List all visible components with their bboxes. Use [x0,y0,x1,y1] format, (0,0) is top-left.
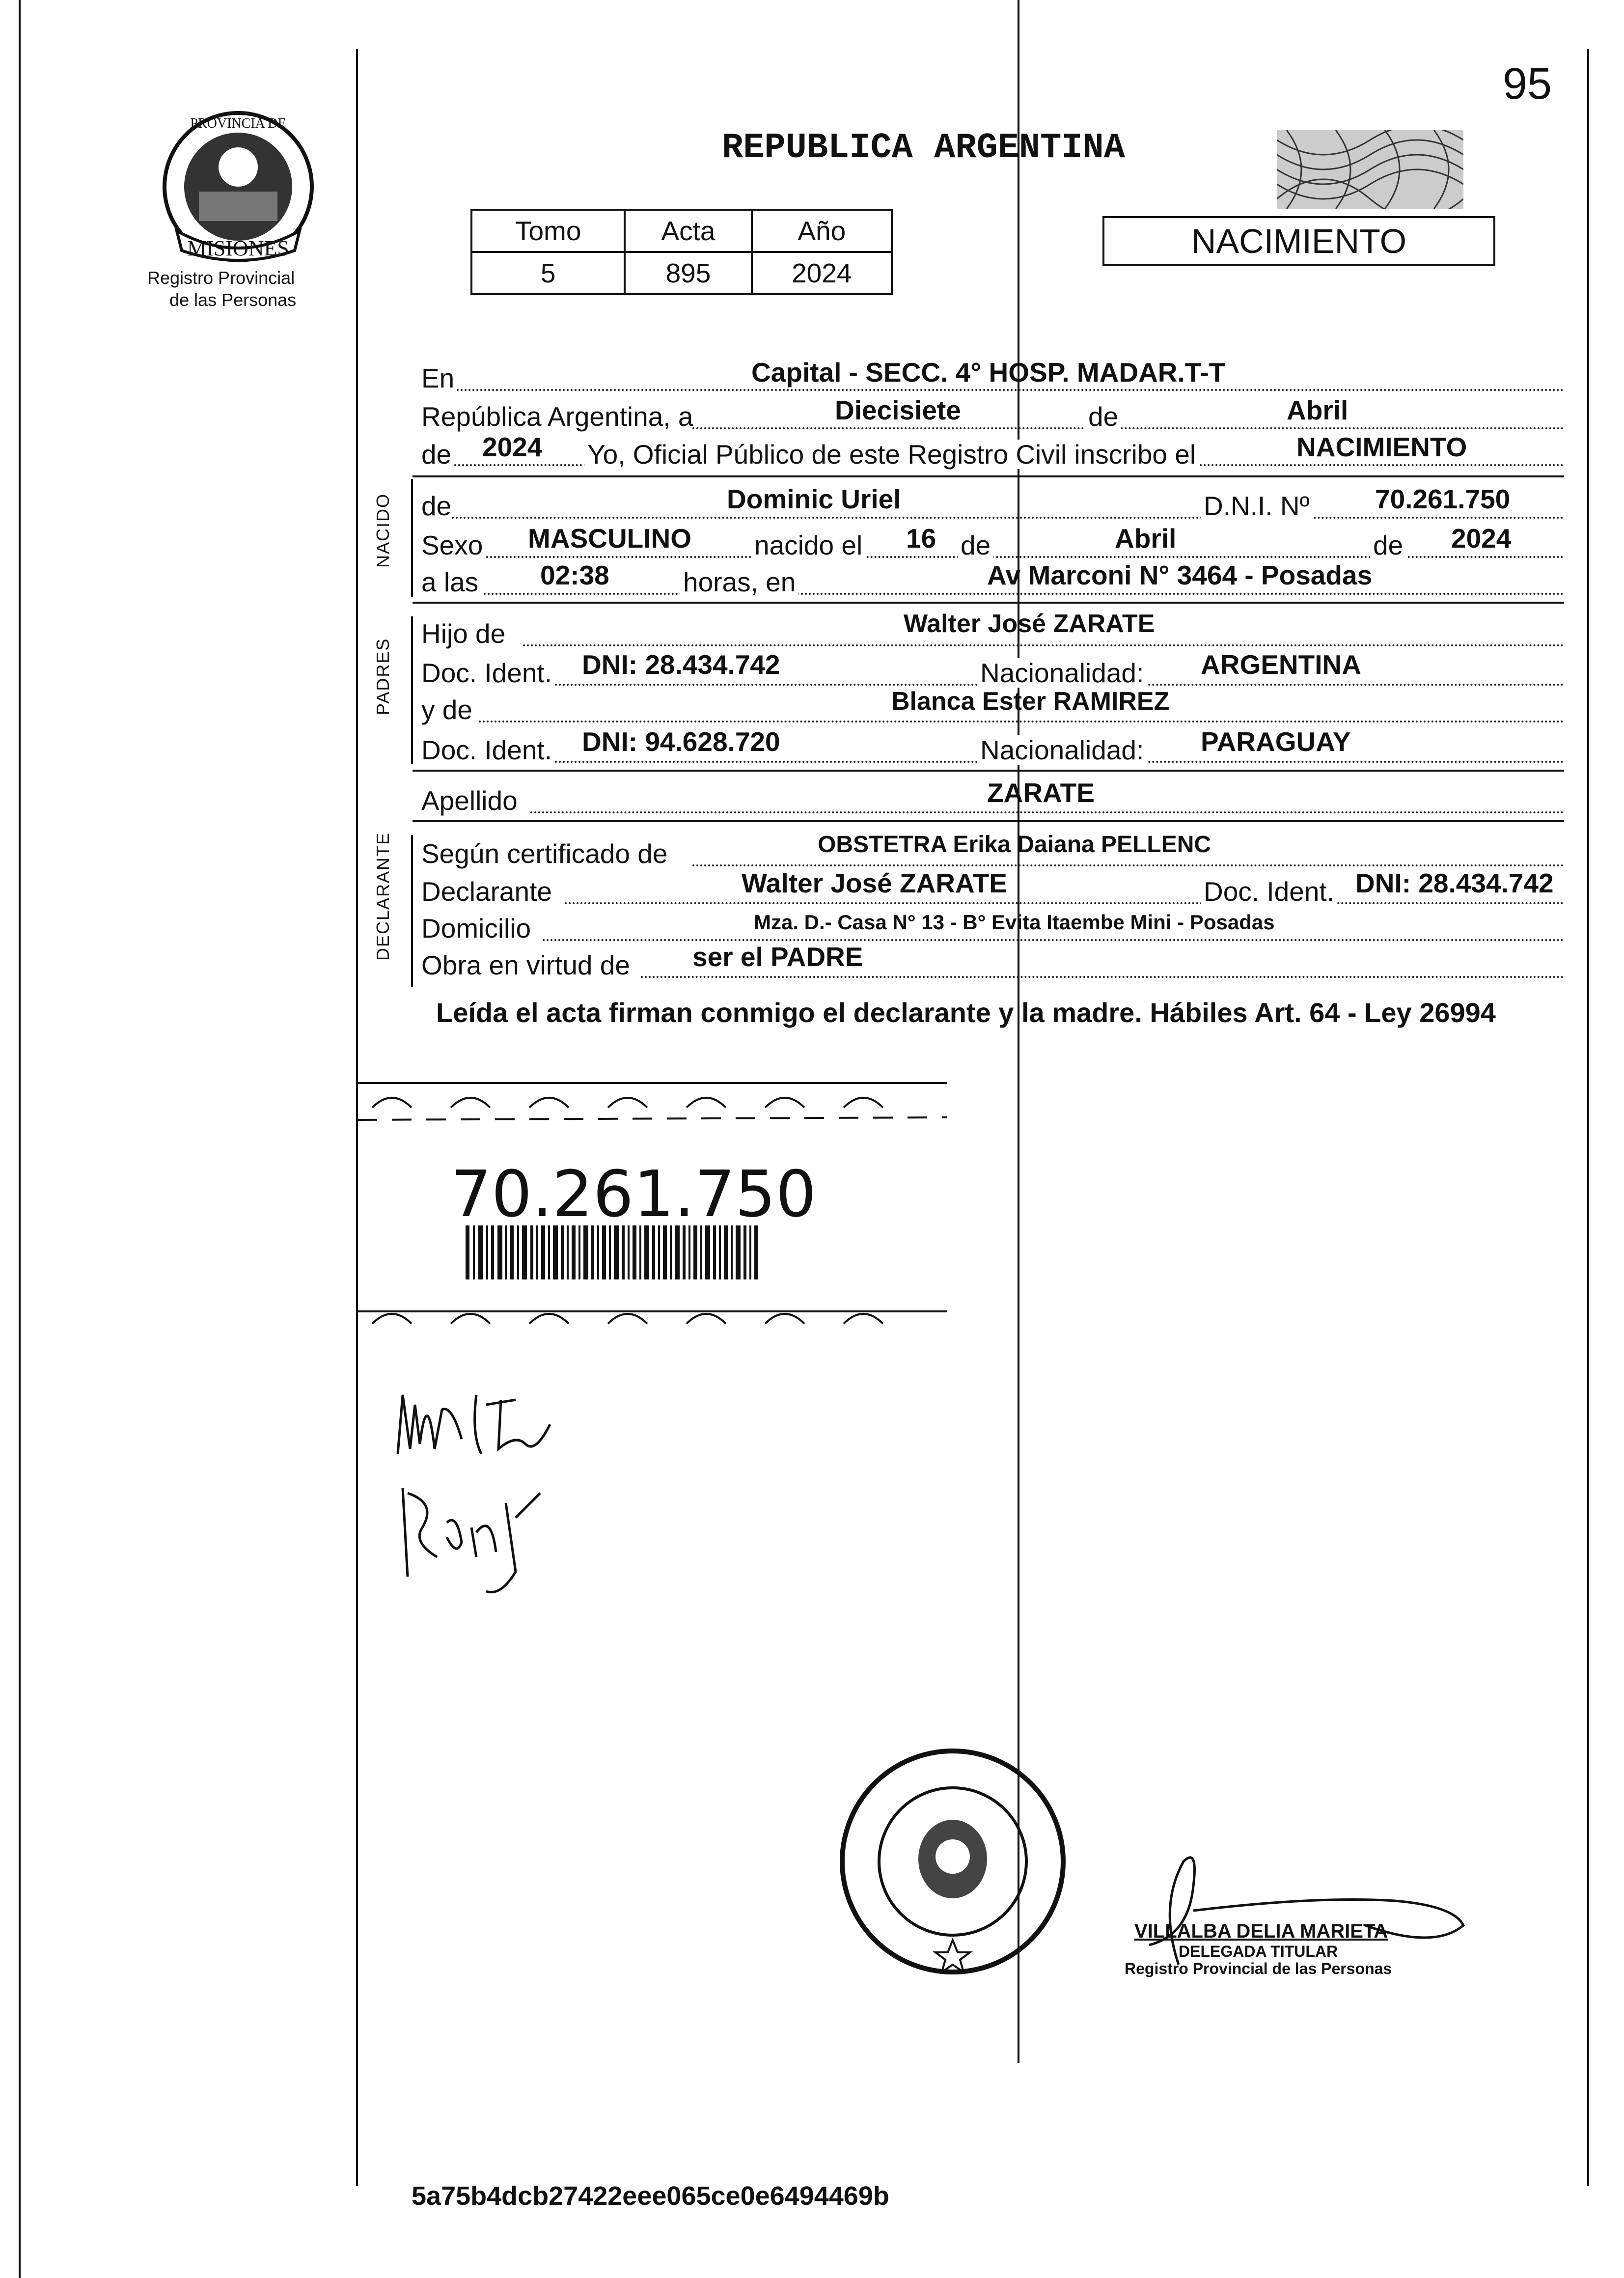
father-nationality: ARGENTINA [1201,649,1361,680]
line-cert [692,864,1564,866]
certificate-issuer: OBSTETRA Erika Daiana PELLENC [818,832,1211,858]
label-de-name: de [421,491,452,521]
label-nac-father: Nacionalidad: [977,658,1147,688]
label-sexo: Sexo [421,530,483,560]
security-hologram [1277,130,1463,209]
line-mother [479,721,1564,722]
line-date [692,427,1564,429]
registry-header-acta: Acta [625,210,751,252]
rule-bottom-apellido [413,820,1564,822]
rule-top-apellido [413,770,1564,772]
birth-place: Capital - SECC. 4° HOSP. MADAR.T-T [751,357,1226,388]
surname: ZARATE [987,778,1095,808]
registry-header-ano: Año [752,210,892,252]
barcode-number: 70.261.750 [451,1157,817,1231]
registry-table [470,209,893,295]
document-hash: 5a75b4dcb27422eee065ce0e6494469b [412,2181,889,2211]
registry-header-tomo: Tomo [471,210,625,252]
mother-signature [393,1473,550,1601]
org-name-line1: Registro Provincial [147,268,295,288]
father-name: Walter José ZARATE [904,610,1155,638]
padres-bracket [411,616,413,764]
registration-month: Abril [1287,395,1349,425]
document-title: REPUBLICA ARGENTINA [722,128,1125,168]
label-doc-father: Doc. Ident. [421,658,552,688]
registry-value-ano: 2024 [752,252,892,294]
label-declarante: Declarante [421,876,552,907]
document-type: NACIMIENTO [1191,222,1407,260]
label-yo-oficial: Yo, Oficial Público de este Registro Civil inscribo el [584,440,1199,469]
signatory-org: Registro Provincial de las Personas [1125,1960,1392,1977]
right-border [1587,49,1589,2186]
label-hijo-de: Hijo de [421,618,506,649]
province-emblem [157,108,319,265]
label-y-de: y de [421,695,472,725]
label-apellido: Apellido [421,785,518,816]
label-certificado: Según certificado de [421,838,668,869]
father-doc: DNI: 28.434.742 [582,649,780,680]
rule-top-padres [413,602,1564,604]
svg-text:MISIONES: MISIONES [187,236,289,260]
line-domicilio [543,939,1564,941]
rule-top-nacido [413,475,1564,477]
label-horas-en: horas, en [680,567,798,597]
section-padres: PADRES [373,638,393,715]
label-domicilio: Domicilio [421,913,531,944]
registration-year: 2024 [482,432,543,462]
line-apellido [530,811,1564,813]
declarant-doc: DNI: 28.434.742 [1355,868,1554,898]
svg-text:PROVINCIA DE: PROVINCIA DE [190,116,286,131]
act-type: NACIMIENTO [1296,432,1467,462]
birth-year: 2024 [1451,523,1512,554]
label-doc-declarante: Doc. Ident. [1201,877,1337,906]
declarante-bracket [411,835,413,987]
label-republica: República Argentina, a [421,401,693,432]
registry-value-tomo: 5 [471,252,625,294]
line-hora [484,593,1564,595]
registration-day: Diecisiete [835,395,961,425]
label-dni: D.N.I. Nº [1201,491,1313,521]
label-nac-mother: Nacionalidad: [977,735,1147,765]
label-a-las: a las [421,567,479,597]
declarant-signature [388,1375,565,1464]
mother-nationality: PARAGUAY [1201,726,1351,757]
child-sex: MASCULINO [528,523,692,554]
line-name [452,517,1564,519]
nacido-bracket [411,479,413,597]
label-en: En [421,363,455,393]
birth-month: Abril [1115,523,1177,554]
label-doc-mother: Doc. Ident. [421,735,552,765]
label-de-year: de [421,439,452,470]
section-nacido: NACIDO [373,493,393,568]
page-number: 95 [1503,59,1552,109]
left-margin-line [19,0,21,2278]
declarant-name: Walter José ZARATE [742,868,1007,898]
registry-value-acta: 895 [625,252,751,294]
signing-note: Leída el acta firman conmigo el declarante y la madre. Hábiles Art. 64 - Ley 26994 [436,997,1496,1028]
birth-day: 16 [906,523,936,554]
declarant-address: Mza. D.- Casa N° 13 - B° Evita Itaembe Mini - Posadas [754,911,1275,934]
line-father [523,644,1564,646]
official-seal [835,1744,1071,1979]
line-declarante [565,902,1564,904]
signatory-role: DELEGADA TITULAR [1179,1943,1338,1960]
label-de-byear: de [1370,530,1406,560]
org-name-line2: de las Personas [169,290,297,310]
label-de-month: de [1085,402,1121,431]
line-obra [641,976,1564,978]
child-name: Dominic Uriel [727,484,901,514]
birth-address: Av Marconi N° 3464 - Posadas [987,560,1373,590]
signatory-name: VILLALBA DELIA MARIETA [1134,1920,1388,1942]
birth-time: 02:38 [540,560,609,590]
barcode-label [358,1078,949,1329]
declarant-relation: ser el PADRE [692,942,863,972]
document-type-box [1102,216,1495,266]
mother-doc: DNI: 94.628.720 [582,726,780,757]
mother-name: Blanca Ester RAMIREZ [891,687,1170,716]
label-de-bmonth: de [958,530,993,560]
label-nacido-el: nacido el [751,530,865,560]
section-declarante: DECLARANTE [373,832,393,961]
label-obra: Obra en virtud de [421,950,630,980]
line-place [457,389,1564,391]
child-dni: 70.261.750 [1375,484,1511,514]
